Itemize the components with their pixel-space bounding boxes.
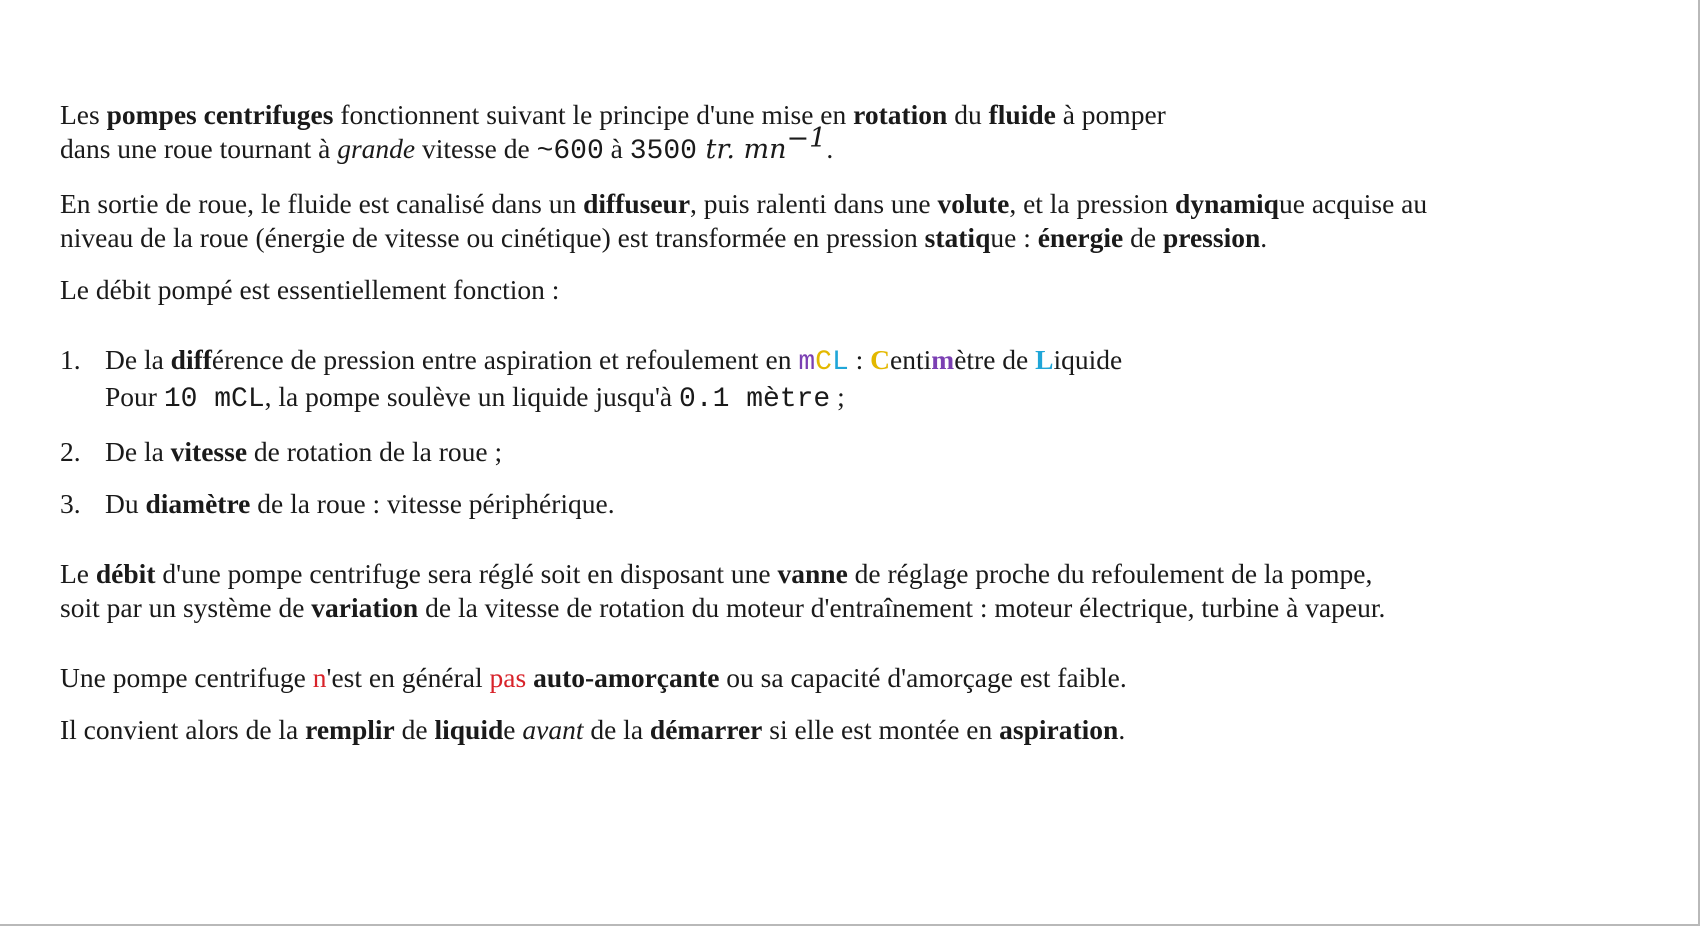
bold-term: liquid [434,714,504,745]
list-number: 2. [60,436,81,467]
text-run: , puis ralenti dans une [690,188,938,219]
bold-term: fluide [988,99,1056,130]
para6 [60,713,1660,747]
text-run: de la roue : vitesse périphérique. [250,488,615,519]
para2-line2 [60,221,1660,255]
text-run: niveau de la roue (énergie de vitesse ou cinétique) est transformée en pression [60,222,925,253]
bold-term: diamètre [145,488,251,519]
text-run: de rotation de la roue ; [247,436,503,467]
text-run: . [1260,222,1268,253]
highlight-letter-m: m [931,344,955,375]
list-number: 1. [60,344,81,375]
negation-highlight: pas [489,662,527,693]
text-run: érence de pression entre aspiration et refoulement en [211,344,799,375]
para1-line1 [60,98,1660,132]
para4-line2 [60,591,1660,625]
text-run: ue acquise au [1278,188,1428,219]
speed-unit: tr. mn [696,134,787,165]
text-run: fonctionnent suivant le principe d'une mise en [333,99,854,130]
bold-term: vitesse [170,436,248,467]
para1-line2 [60,123,1660,169]
bold-term: statiq [924,222,991,253]
bold-term: dynamiq [1175,188,1279,219]
bold-term: énergie [1037,222,1124,253]
text-run: ètre de [954,344,1036,375]
unit-letter-c: C [815,347,832,378]
list-item-1-line2 [105,380,1660,417]
text-run: à pomper [1055,99,1166,130]
bold-term: débit [95,558,156,589]
list-item-1 [60,343,1660,417]
text-run: de la [583,714,650,745]
negation-highlight: n [312,662,327,693]
text-run: de [1123,222,1163,253]
bold-term: diffuseur [583,188,691,219]
text-run: à [603,133,630,164]
text-run: si elle est montée en [762,714,1000,745]
text-run: e [503,714,523,745]
bold-term: diff [170,344,212,375]
bold-term: auto-amorçante [533,662,720,693]
text-run: de [394,714,435,745]
text-run: En sortie de roue, le fluide est canalisé dans un [60,188,584,219]
text-run: De la [105,344,171,375]
text-run: . [1118,714,1126,745]
para3: Le débit pompé est essentiellement fonction : [60,274,560,305]
italic-term: avant [522,714,584,745]
text-run: . [826,133,834,164]
text-run: vitesse de [415,133,537,164]
text-run: dans une roue tournant à [60,133,338,164]
list-item-1-line1 [105,343,1660,380]
unit-letter-l: L [831,347,849,378]
unit-exponent: −1 [786,123,827,154]
highlight-letter-l: L [1035,344,1054,375]
bold-term: aspiration [999,714,1119,745]
document-body [60,98,1660,747]
text-run: ou sa capacité d'amorçage est faible. [719,662,1127,693]
highlight-letter-c: C [870,344,891,375]
bold-term: pression [1162,222,1261,253]
text-run: , et la pression [1009,188,1176,219]
text-run: Du [105,488,146,519]
text-run: ue : [990,222,1038,253]
bold-term: vanne [777,558,848,589]
para4-line1 [60,557,1660,591]
text-run: de la vitesse de rotation du moteur d'entraînement : moteur électrique, turbine à vapeur. [418,592,1386,623]
text-run: d'une pompe centrifuge sera réglé soit en disposant une [155,558,778,589]
text-run: 'est en général [326,662,490,693]
bold-term: rotation [853,99,948,130]
text-run: soit par un système de [60,592,312,623]
height-value: 0.1 mètre [678,384,831,415]
text-run: : [848,344,871,375]
text-run: Les [60,99,107,130]
text-run: iquide [1053,344,1123,375]
text-run: Le [60,558,96,589]
text-run: de réglage proche du refoulement de la pompe, [847,558,1373,589]
speed-max-value: 3500 [629,136,697,167]
bold-term: démarrer [649,714,763,745]
bold-term: variation [311,592,419,623]
para5 [60,661,1660,695]
text-run: Il convient alors de la [60,714,306,745]
pressure-value: 10 mCL [163,384,265,415]
text-run: Pour [105,381,164,412]
bold-term: volute [937,188,1010,219]
unit-letter-m: m [798,347,816,378]
list-item-3 [60,487,1660,521]
list-number: 3. [60,488,81,519]
text-run: ; [830,381,845,412]
text-run: Une pompe centrifuge [60,662,313,693]
text-run: , la pompe soulève un liquide jusqu'à [264,381,679,412]
bold-term: remplir [305,714,395,745]
speed-min-value: ~600 [536,136,604,167]
text-run: enti [890,344,932,375]
para2-line1 [60,187,1660,221]
bold-term: pompes centrifuges [106,99,334,130]
text-run: De la [105,436,171,467]
text-run: du [947,99,989,130]
italic-term: grande [337,133,416,164]
list-item-2 [60,435,1660,469]
